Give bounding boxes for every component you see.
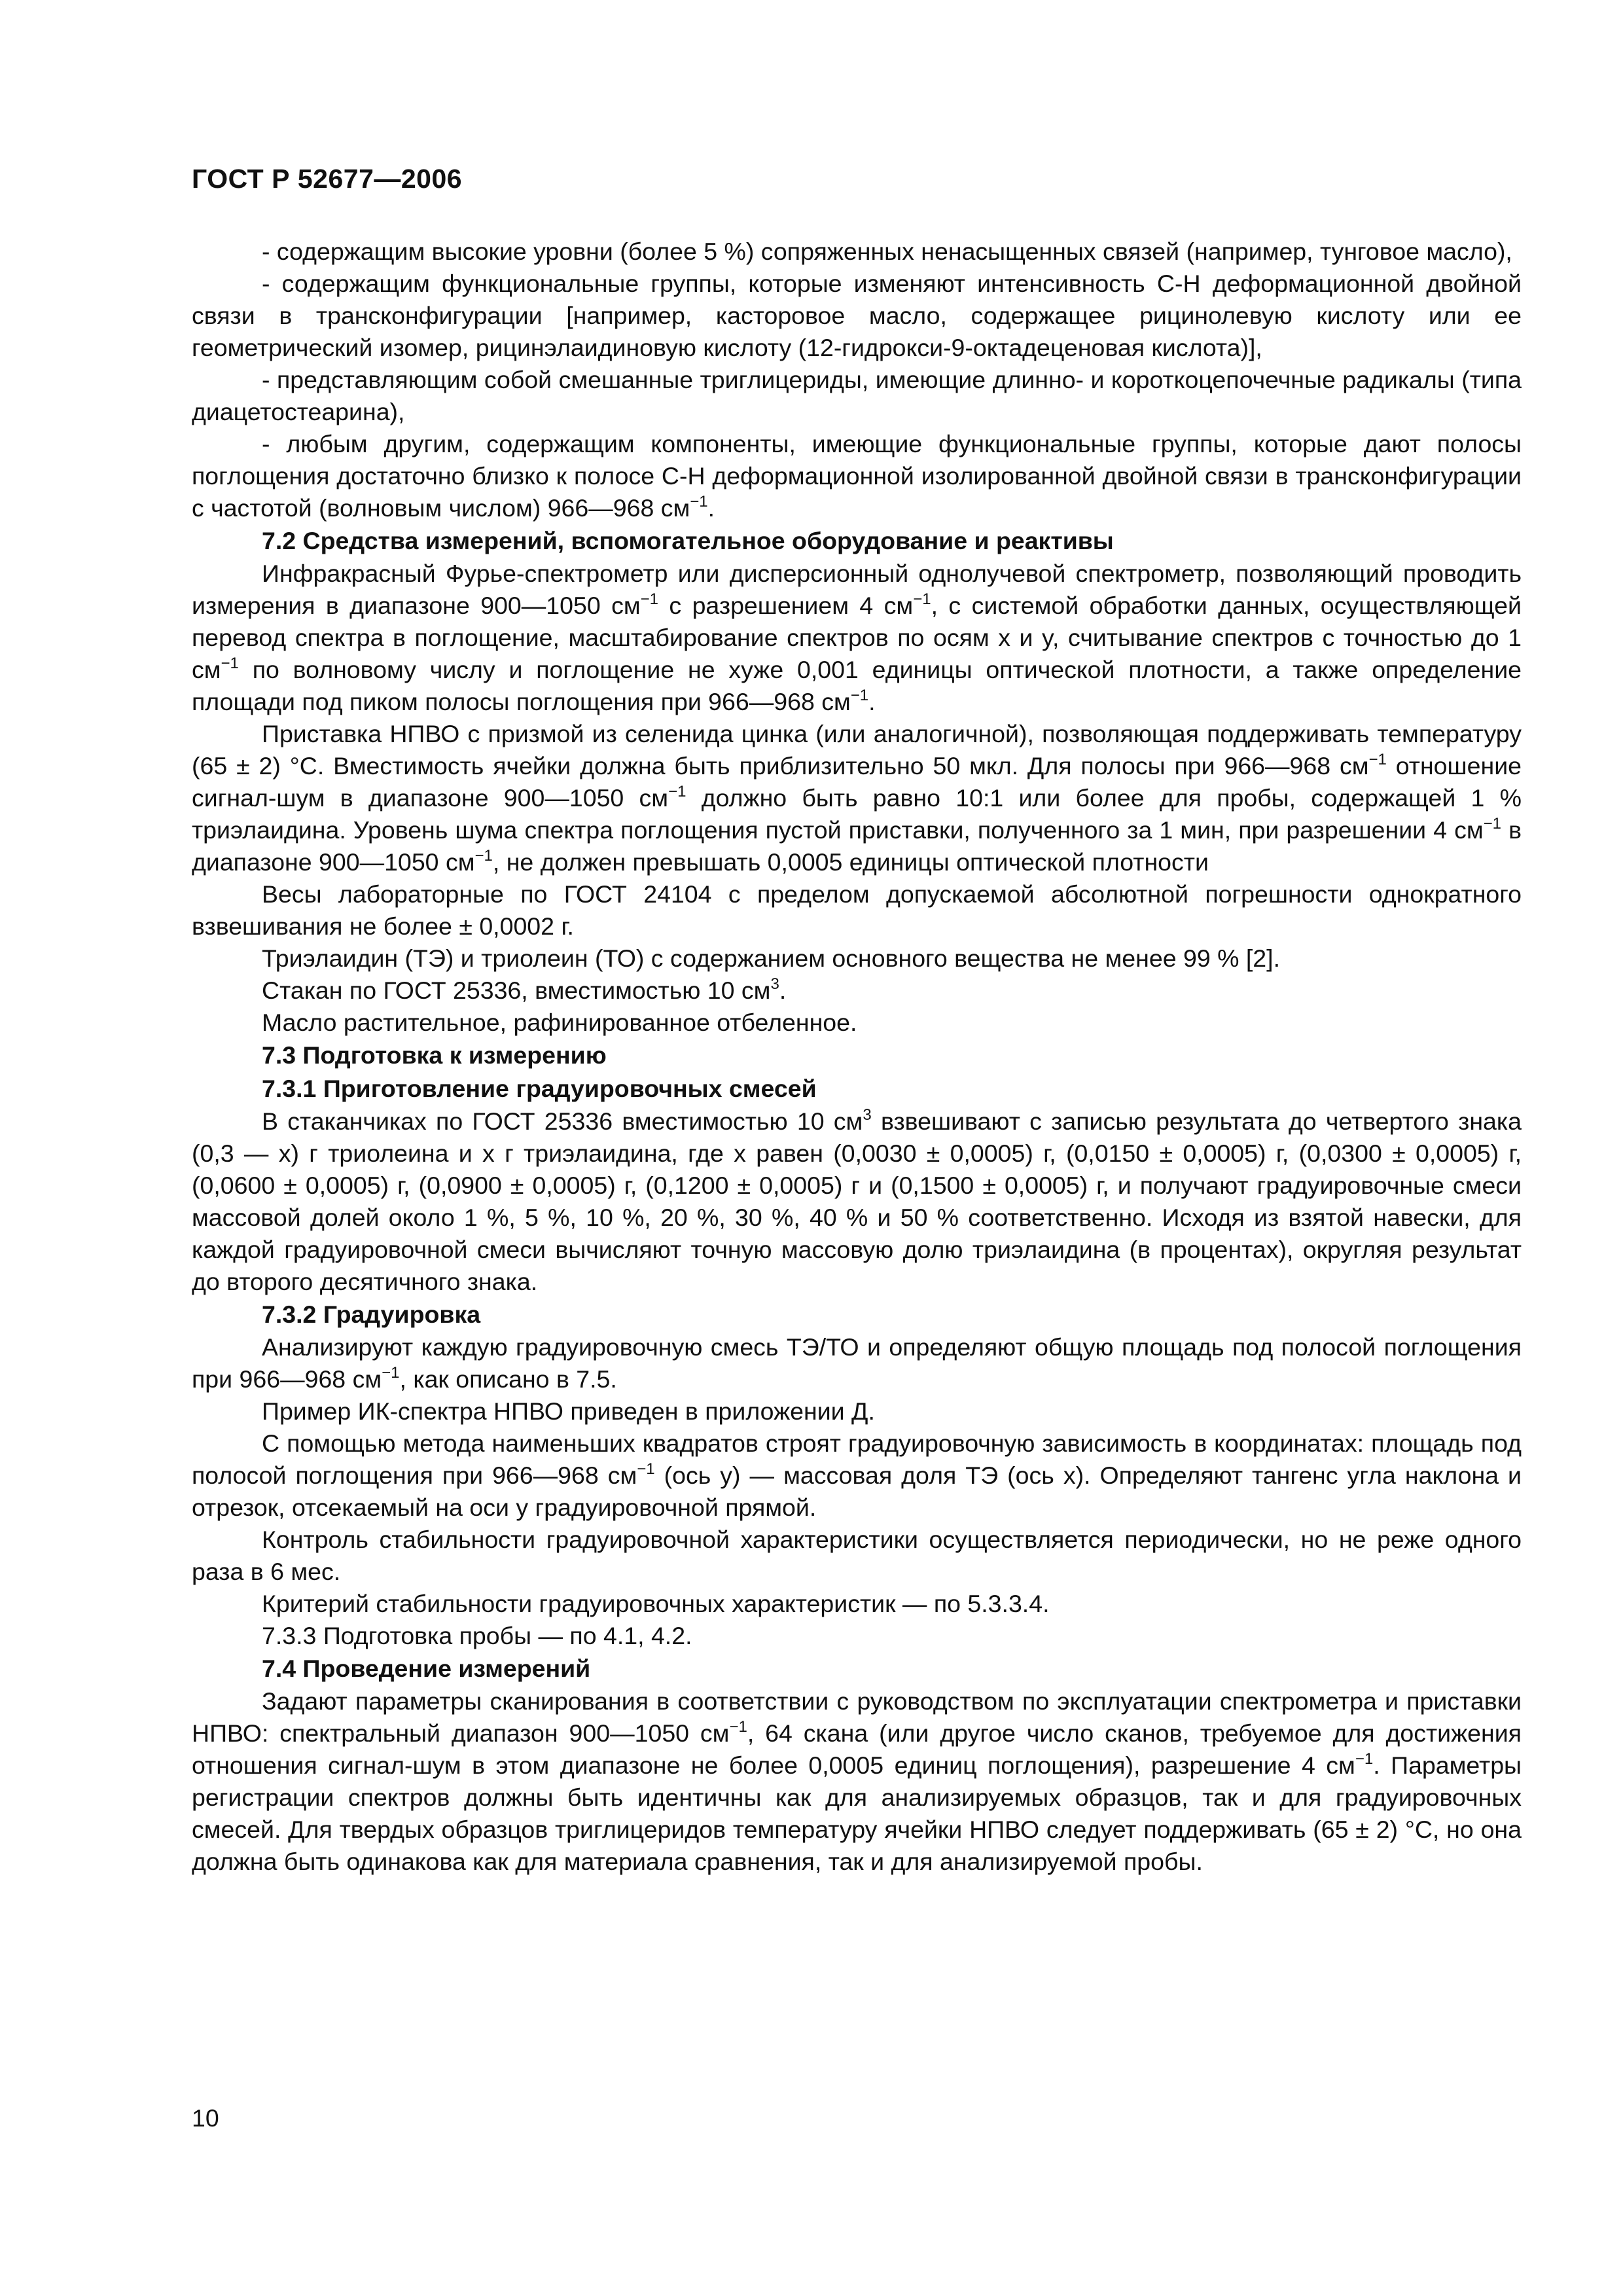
superscript: −1 xyxy=(913,590,931,608)
text-run: в диапазоне 900—1050 см xyxy=(192,816,1522,876)
paragraph: Масло растительное, рафинированное отбеленное. xyxy=(262,1009,857,1036)
superscript: 3 xyxy=(863,1105,872,1124)
paragraph: Весы лабораторные по ГОСТ 24104 с пределом допускаемой абсолютной погрешности однократного взвешивания не более ± 0,0002 г. xyxy=(192,880,1522,940)
text-run: Инфракрасный Фурье-спектрометр или дисперсионный однолучевой спектрометр, позволяющий проводить измерения в диапазоне 900—1050 см xyxy=(192,560,1522,619)
text-run: , как описано в 7.5. xyxy=(399,1365,617,1393)
section-heading: 7.4 Проведение измерений xyxy=(262,1655,591,1682)
text-run: . Параметры регистрации спектров должны быть идентичны как для анализируемых образцов, так и для градуировочных смесей. Для твердых образцов триглицеридов температуру ячейки НПВО следует поддерживать (65 ± 2) °С, но она должна быть одинакова как для материала сравнения, так и для анализируемой пробы. xyxy=(192,1751,1522,1875)
paragraph xyxy=(192,975,1522,1007)
list-item xyxy=(192,428,1522,524)
text-run: , 64 скана (или другое число сканов, требуемое для достижения отношения сигнал-шум в этом диапазоне не более 0,0005 единиц поглощения), разрешение 4 см xyxy=(192,1719,1522,1779)
list-item: - представляющим собой смешанные триглицериды, имеющие длинно- и короткоцепочечные радикалы (типа диацетостеарина), xyxy=(192,366,1522,425)
superscript: 3 xyxy=(770,975,779,993)
page-number: 10 xyxy=(192,2104,219,2132)
text-run: В стаканчиках по ГОСТ 25336 вместимостью 10 см xyxy=(262,1107,863,1135)
superscript: −1 xyxy=(729,1717,747,1736)
text-run: С помощью метода наименьших квадратов строят градуировочную зависимость в координатах: площадь под полосой поглощения при 966—968 см xyxy=(192,1429,1522,1489)
superscript: −1 xyxy=(474,846,493,865)
text-run: , не должен превышать 0,0005 единицы оптической плотности xyxy=(492,848,1209,876)
paragraph: Контроль стабильности градуировочной характеристики осуществляется периодически, но не реже одного раза в 6 мес. xyxy=(192,1526,1522,1585)
paragraph: 7.3.3 Подготовка пробы — по 4.1, 4.2. xyxy=(262,1622,692,1649)
superscript: −1 xyxy=(637,1460,655,1478)
text-run: , с системой обработки данных, осуществляющей перевод спектра в поглощение, масштабирование спектров по осям x и y, считывание спектров с точностью до 1 см xyxy=(192,592,1522,683)
superscript: −1 xyxy=(690,492,708,511)
paragraph xyxy=(192,718,1522,878)
text-run: . xyxy=(707,494,715,522)
document-header: ГОСТ Р 52677—2006 xyxy=(192,164,463,194)
text-run: . xyxy=(868,688,876,715)
paragraph: Критерий стабильности градуировочных характеристик — по 5.3.3.4. xyxy=(262,1590,1050,1617)
subsection-heading: 7.3.1 Приготовление градуировочных смесей xyxy=(262,1075,817,1102)
text-run: (ось y) — массовая доля ТЭ (ось x). Определяют тангенс угла наклона и отрезок, отсекаемый на оси y градуировочной прямой. xyxy=(192,1462,1522,1521)
list-item: - содержащим высокие уровни (более 5 %) сопряженных ненасыщенных связей (например, тунговое масло), xyxy=(262,238,1512,265)
text-run: по волновому числу и поглощение не хуже 0,001 единицы оптической плотности, а также определение площади под пиком полосы поглощения при 966—968 см xyxy=(192,656,1522,715)
superscript: −1 xyxy=(1483,814,1502,833)
text-run: Задают параметры сканирования в соответствии с руководством по эксплуатации спектрометра и приставки НПВО: спектральный диапазон 900—1050 см xyxy=(192,1687,1522,1747)
superscript: −1 xyxy=(382,1363,400,1382)
text-run: должно быть равно 10:1 или более для пробы, содержащей 1 % триэлаидина. Уровень шума спектра поглощения пустой приставки, полученного за 1 мин, при разрешении 4 см xyxy=(192,784,1522,844)
text-run: взвешивают с записью результата до четвертого знака (0,3 — x) г триолеина и x г триэлаидина, где x равен (0,0030 ± 0,0005) г, (0,0150 ± 0,0005) г, (0,0300 ± 0,0005) г, (0,0600 ± 0,0005) г, (0,0900 ± 0,0005) г, (0,1200 ± 0,0005) г и (0,1500 ± 0,0005) г, и получают градуировочные смеси массовой долей около 1 %, 5 %, 10 %, 20 %, 30 %, 40 % и 50 % соответственно. Исходя из взятой навески, для каждой градуировочной смеси вычисляют точную массовую долю триэлаидина (в процентах), округляя результат до второго десятичного знака. xyxy=(192,1107,1522,1295)
superscript: −1 xyxy=(850,686,869,704)
text-run: Анализируют каждую градуировочную смесь ТЭ/ТО и определяют общую площадь под полосой поглощения при 966—968 см xyxy=(192,1333,1522,1393)
section-heading: 7.3 Подготовка к измерению xyxy=(262,1041,607,1069)
superscript: −1 xyxy=(1355,1749,1374,1768)
text-run: с разрешением 4 см xyxy=(658,592,914,619)
subsection-heading: 7.3.2 Градуировка xyxy=(262,1300,481,1328)
text-run: Приставка НПВО с призмой из селенида цинка (или аналогичной), позволяющая поддерживать температуру (65 ± 2) °С. Вместимость ячейки должна быть приблизительно 50 мкл. Для полосы при 966—968 см xyxy=(192,720,1522,780)
paragraph xyxy=(192,1427,1522,1524)
superscript: −1 xyxy=(221,654,239,672)
list-item: - содержащим функциональные группы, которые изменяют интенсивность C-H деформационной двойной связи в трансконфигурации [например, касторовое масло, содержащее рицинолевую кислоту или ее геометрический изомер, рицинэлаидиновую кислоту (12-гидрокси-9-октадеценовая кислота)], xyxy=(192,270,1522,361)
paragraph: Пример ИК-спектра НПВО приведен в приложении Д. xyxy=(262,1397,875,1425)
superscript: −1 xyxy=(640,590,659,608)
paragraph: Триэлаидин (ТЭ) и триолеин (ТО) с содержанием основного вещества не менее 99 % [2]. xyxy=(262,944,1280,972)
text-run: - любым другим, содержащим компоненты, имеющие функциональные группы, которые дают полосы поглощения достаточно близко к полосе C-H деформационной изолированной двойной связи в трансконфигурации с частотой (волновым числом) 966—968 см xyxy=(192,430,1522,522)
paragraph xyxy=(192,1331,1522,1395)
paragraph xyxy=(192,558,1522,718)
text-run: . xyxy=(779,977,787,1004)
page-body xyxy=(192,236,1522,1878)
paragraph xyxy=(192,1685,1522,1878)
text-run: Стакан по ГОСТ 25336, вместимостью 10 см xyxy=(262,977,771,1004)
superscript: −1 xyxy=(668,782,687,800)
section-heading: 7.2 Средства измерений, вспомогательное оборудование и реактивы xyxy=(262,527,1114,554)
text-run: отношение сигнал-шум в диапазоне 900—1050 см xyxy=(192,752,1522,812)
paragraph xyxy=(192,1105,1522,1298)
superscript: −1 xyxy=(1368,750,1387,768)
